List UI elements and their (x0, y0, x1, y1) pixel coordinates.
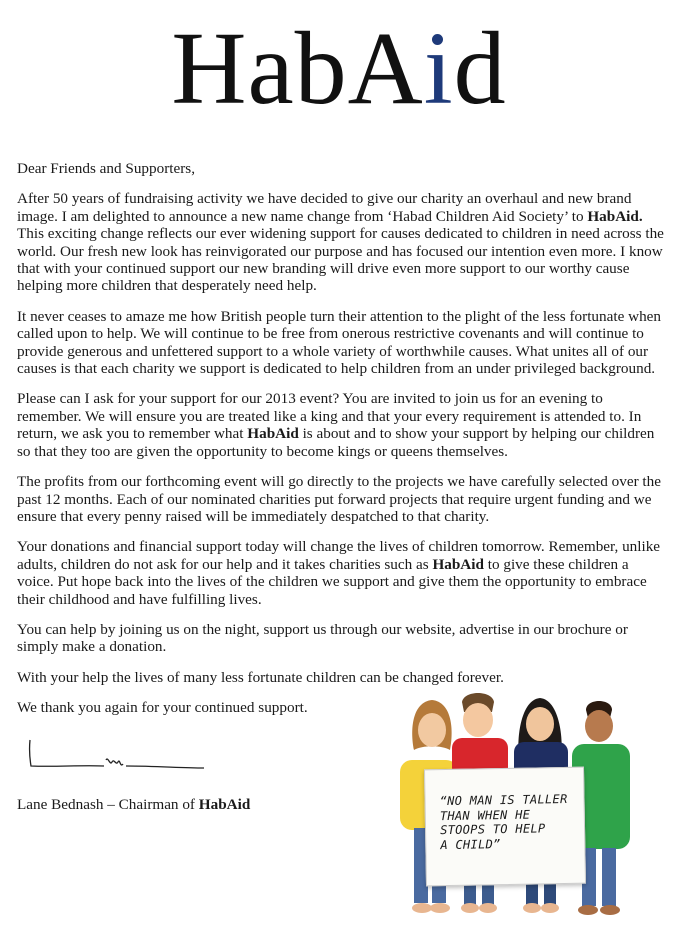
paragraph-6: You can help by joining us on the night, support us through our website, advertise in our brochure or simply make a donation. (17, 620, 628, 656)
letter-body (17, 160, 667, 730)
signoff-line (17, 796, 250, 814)
paragraph-5-text-a: Your donations and financial support today will change the lives of children tomorrow. Remember, unlike adults, children do not ask for our help and it takes charities such as (17, 538, 661, 573)
logo-text-main: HabA (171, 11, 424, 126)
paragraph-1 (17, 190, 667, 294)
paragraph-2: It never ceases to amaze me how British people turn their attention to the plight of the less fortunate when called upon to help. We will continue to be free from onerous restrictive covenants and will continue to provide generous and unfettered support to a whole variety of worthwhile causes. What unites all of our causes is that each charity we support is dedicated to help children from an under privileged background. (17, 307, 662, 378)
brand-name: HabAid (198, 796, 251, 813)
paragraph-5 (17, 538, 667, 608)
brand-name: HabAid (432, 555, 484, 573)
habaid-logo (0, 11, 678, 126)
paragraph-3-text-a: Please can I ask for your support for our 2013 event? You are invited to join us for an evening to remember. We will ensure you are treated like a king and that your every requirement is attended to. In return, we ask you to remember what (17, 390, 642, 443)
paragraph-3 (17, 390, 667, 460)
handwritten-signature (26, 738, 206, 778)
paragraph-7: With your help the lives of many less fortunate children can be changed forever. (17, 668, 504, 686)
paragraph-1-text-b: This exciting change reflects our ever widening support for causes dedicated to children in need across the world. Our fresh new look has reinvigorated our purpose and has focused our intention even more. I know that with your continued support our new branding will drive even more support to our worthy cause helping more children that desperately need help. (17, 225, 664, 295)
paragraph-5-text-b: to give these children a voice. Put hope back into the lives of the children we support and give them the opportunity to embrace their childhood and have fulfilling lives. (17, 555, 647, 608)
quote-line-3: STOOPS TO HELP (440, 821, 546, 838)
brand-name: HabAid (247, 425, 299, 443)
signoff-name-title: Lane Bednash – Chairman of (17, 796, 199, 813)
salutation: Dear Friends and Supporters, (17, 160, 195, 177)
quote-text (440, 792, 576, 852)
brand-name: HabAid. (587, 207, 643, 225)
quote-line-1: “NO MAN IS TALLER (439, 791, 568, 809)
paragraph-1-text-a: After 50 years of fundraising activity we have decided to give our charity an overhaul and new brand image. I am delighted to announce a new name change from ‘Habad Children Aid Society’ to (17, 190, 632, 225)
logo-text-end: d (453, 11, 507, 126)
quote-line-4: A CHILD” (440, 836, 501, 852)
paragraph-3-text-b: is about and to show your support by helping our children so that they too are given the opportunity to become kings or queens themselves. (17, 425, 655, 460)
paragraph-8: We thank you again for your continued support. (17, 699, 308, 717)
paragraph-4: The profits from our forthcoming event will go directly to the projects we have carefully selected over the past 12 months. Each of our nominated charities put forward projects that require urgent funding and we ensure that every penny raised will be immediately despatched to that charity. (17, 473, 661, 525)
logo-text-accent: i (423, 11, 454, 126)
quote-line-2: THAN WHEN HE (439, 807, 531, 823)
